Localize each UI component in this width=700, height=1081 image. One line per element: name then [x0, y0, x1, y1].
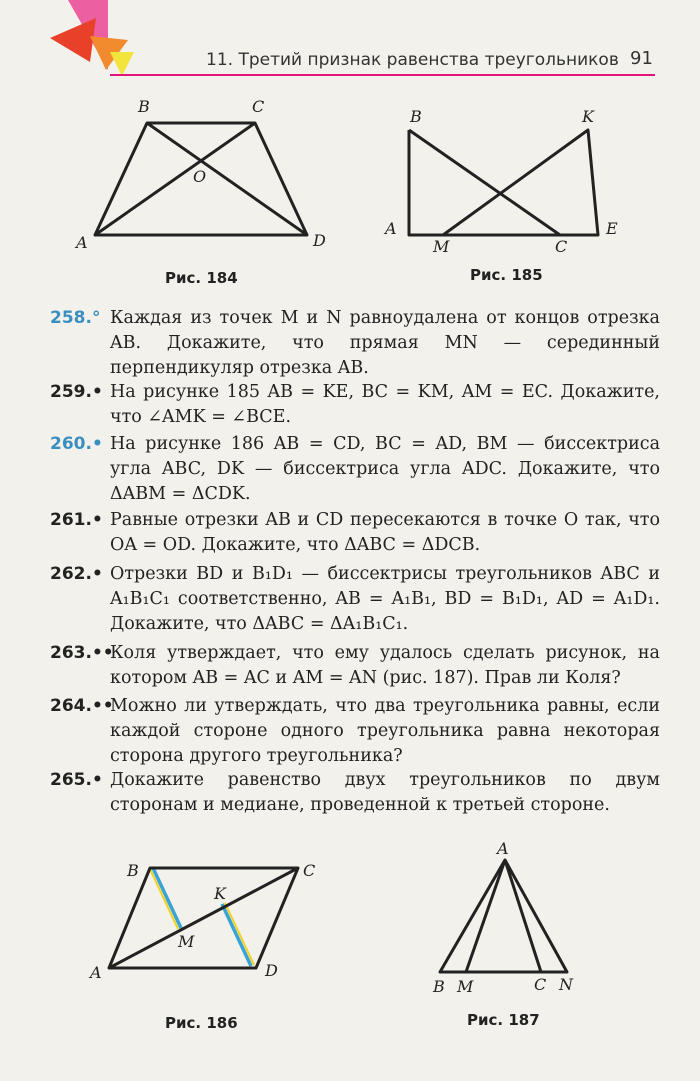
page-header-title: 11. Третий признак равенства треугольников [206, 50, 619, 70]
fig185-label-c: C [555, 237, 568, 256]
fig187-triangle-abn [440, 860, 567, 972]
task-text: Отрезки BD и B₁D₁ — биссектрисы треугольников ABC и A₁B₁C₁ соответственно, AB = A₁B₁, BD = B₁D₁, AD = A₁D₁. Докажите, что ΔABC = ΔA₁B₁C₁. [110, 564, 660, 634]
fig187-caption: Рис. 187 [467, 1011, 540, 1029]
page-number: 91 [630, 48, 653, 69]
task-text: На рисунке 185 AB = KE, BC = KM, AM = EC. Докажите, что ∠AMK = ∠BCE. [110, 382, 660, 427]
task-number: 264.•• [50, 696, 114, 716]
fig187-label-m: M [457, 977, 474, 996]
task-text: Равные отрезки AB и CD пересекаются в точке O так, что OA = OD. Докажите, что ΔABC = ΔDCB. [110, 510, 660, 555]
task-text: Коля утверждает, что ему удалось сделать рисунок, на котором AB = AC и AM = AN (рис. 187). Прав ли Коля? [110, 643, 660, 688]
fig185-label-m: M [433, 237, 450, 256]
fig184-label-a: A [76, 233, 88, 252]
fig187-label-n: N [559, 975, 573, 994]
fig184-caption: Рис. 184 [165, 269, 238, 287]
fig185-label-k: K [582, 107, 594, 126]
fig185-label-e: E [606, 219, 618, 238]
task-number: 263.•• [50, 643, 114, 663]
fig186-label-b: B [127, 861, 139, 880]
fig185-label-b: B [410, 107, 422, 126]
fig184-label-b: B [138, 97, 150, 116]
fig187-label-a: A [497, 839, 509, 858]
task-number: 260.• [50, 434, 103, 454]
fig185-caption: Рис. 185 [470, 266, 543, 284]
fig186-label-d: D [265, 961, 278, 980]
fig184-label-o: O [193, 167, 207, 186]
task-number: 261.• [50, 510, 103, 530]
fig185-label-a: A [385, 219, 397, 238]
fig186-caption: Рис. 186 [165, 1014, 238, 1032]
task-number: 258.° [50, 308, 101, 328]
fig184-label-d: D [313, 231, 326, 250]
task-text: На рисунке 186 AB = CD, BC = AD, BM — биссектриса угла ABC, DK — биссектриса угла ADC. Докажите, что ΔABM = ΔCDK. [110, 434, 660, 504]
fig186-label-m: M [178, 932, 195, 951]
fig186-label-k: K [214, 884, 226, 903]
fig187-label-c: C [534, 975, 547, 994]
fig186-label-a: A [90, 963, 102, 982]
fig187-label-b: B [433, 977, 445, 996]
task-text: Можно ли утверждать, что два треугольника равны, если каждой стороне одного треугольника равна некоторая сторона другого треугольника? [110, 696, 660, 766]
task-number: 265.• [50, 770, 103, 790]
task-number: 262.• [50, 564, 103, 584]
task-text: Каждая из точек M и N равноудалена от концов отрезка AB. Докажите, что прямая MN — серединный перпендикуляр отрезка AB. [110, 308, 660, 378]
fig184-label-c: C [252, 97, 265, 116]
task-number: 259.• [50, 382, 103, 402]
fig186-label-c: C [303, 861, 316, 880]
task-text: Докажите равенство двух треугольников по двум сторонам и медиане, проведенной к третьей стороне. [110, 770, 660, 815]
